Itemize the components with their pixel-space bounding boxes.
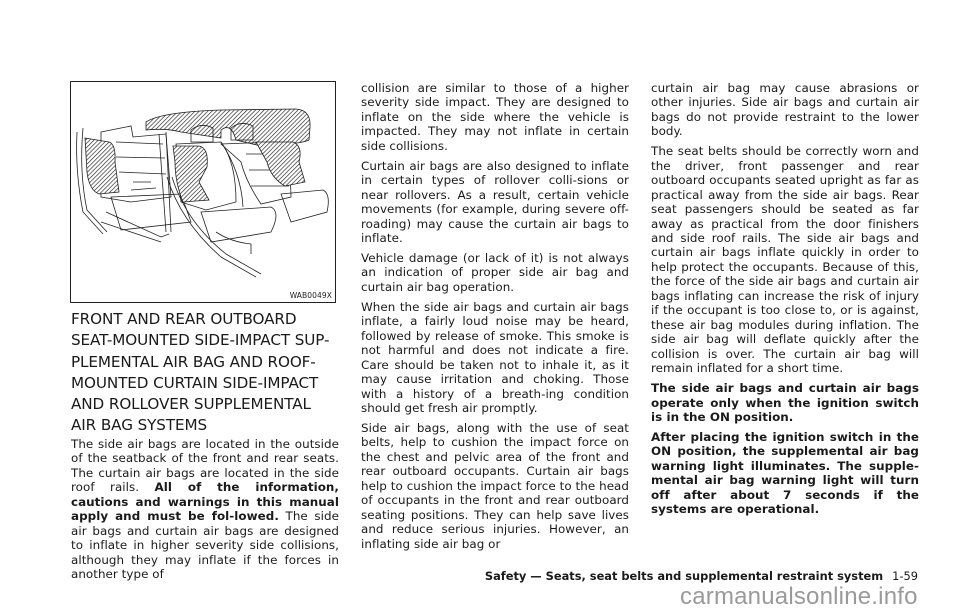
paragraph: The seat belts should be correctly worn and the driver, front passenger and rear outboard occupants seated upright as far as practical away from the side air bags. Rear seat passengers should be seated as far away as practical from the door finishers and side roof rails. The side air bags and curtain air bags inflate quickly in order to help protect the occupants. Because of this, the force of the side air bags and curtain air bags inflating can increase the risk of injury if the occupant is too close to, or is against, these air bag modules during inflation. The side air bag will deflate quickly after the collision is over. The curtain air bag will remain inflated for a short time. <box>651 144 919 376</box>
paragraph <box>71 437 339 582</box>
column-3 <box>651 81 919 522</box>
paragraph: Side air bags, along with the use of seat belts, help to cushion the impact force on the chest and pelvic area of the front and rear outboard occupants. Curtain air bags help to cushion the impact force to the head of occupants in the front and rear outboard seating positions. They can help save lives and reduce serious injuries. However, an inflating side air bag or <box>361 420 629 551</box>
figure-code: WAB0049X <box>289 291 332 300</box>
paragraph: collision are similar to those of a higher severity side impact. They are designed to inflate on the side where the vehicle is impacted. They may not inflate in certain side collisions. <box>361 81 629 153</box>
heading-line: AND ROLLOVER SUPPLEMENTAL <box>71 395 311 414</box>
bold-note: The side air bags and curtain air bags operate only when the ignition switch is in the ON position. <box>651 381 919 424</box>
page-number: 1-59 <box>892 569 918 583</box>
heading-line: PLEMENTAL AIR BAG AND ROOF- <box>71 352 316 371</box>
heading-line: FRONT AND REAR OUTBOARD <box>71 310 297 328</box>
paragraph <box>651 430 919 517</box>
heading-line: AIR BAG SYSTEMS <box>71 416 208 435</box>
column-1 <box>71 437 339 587</box>
bold-note: After placing the ignition switch in the ON position, the supplemental air bag warning light illuminates. The supple-mental air bag warning light will turn off after about 7 seconds if the systems are operational. <box>651 429 919 517</box>
watermark: carmanualsonline.info <box>680 583 918 610</box>
column-2 <box>361 81 629 557</box>
page-footer <box>485 569 918 583</box>
section-heading <box>71 309 341 437</box>
heading-line: SEAT-MOUNTED SIDE-IMPACT SUP- <box>71 331 330 350</box>
paragraph: Vehicle damage (or lack of it) is not always an indication of proper side air bag and curtain air bag operation. <box>361 250 629 294</box>
seats-airbag-drawing <box>71 82 335 302</box>
paragraph: Curtain air bags are also designed to inflate in certain types of rollover colli-sions or near rollovers. As a result, certain vehicle movements (for example, during severe off-roading) may cause the curtain air bags to inflate. <box>361 158 629 246</box>
paragraph: curtain air bag may cause abrasions or other injuries. Side air bags and curtain air bags do not provide restraint to the lower body. <box>651 81 919 139</box>
paragraph <box>651 381 919 424</box>
body-text: The side air bags are located in the outside of the seatback of the front and rear seats. The curtain air bags are located in the side roof rails. <box>71 437 339 495</box>
paragraph: When the side air bags and curtain air bags inflate, a fairly loud noise may be heard, followed by release of smoke. This smoke is not harmful and does not indicate a fire. Care should be taken not to inhale it, as it may cause irritation and choking. Those with a history of a breath-ing condition should get fresh air promptly. <box>361 299 629 416</box>
airbag-illustration <box>70 81 336 303</box>
heading-line: MOUNTED CURTAIN SIDE-IMPACT <box>71 373 319 392</box>
footer-section-title: Safety — Seats, seat belts and supplemental restraint system <box>484 569 884 583</box>
body-text: The side air bags and curtain air bags are designed to inflate in higher severity side collisions, although they may inflate if the forces in another type of <box>71 509 339 582</box>
bold-warning-text: All of the information, cautions and warnings in this manual apply and must be fol-lowed. <box>71 480 339 524</box>
